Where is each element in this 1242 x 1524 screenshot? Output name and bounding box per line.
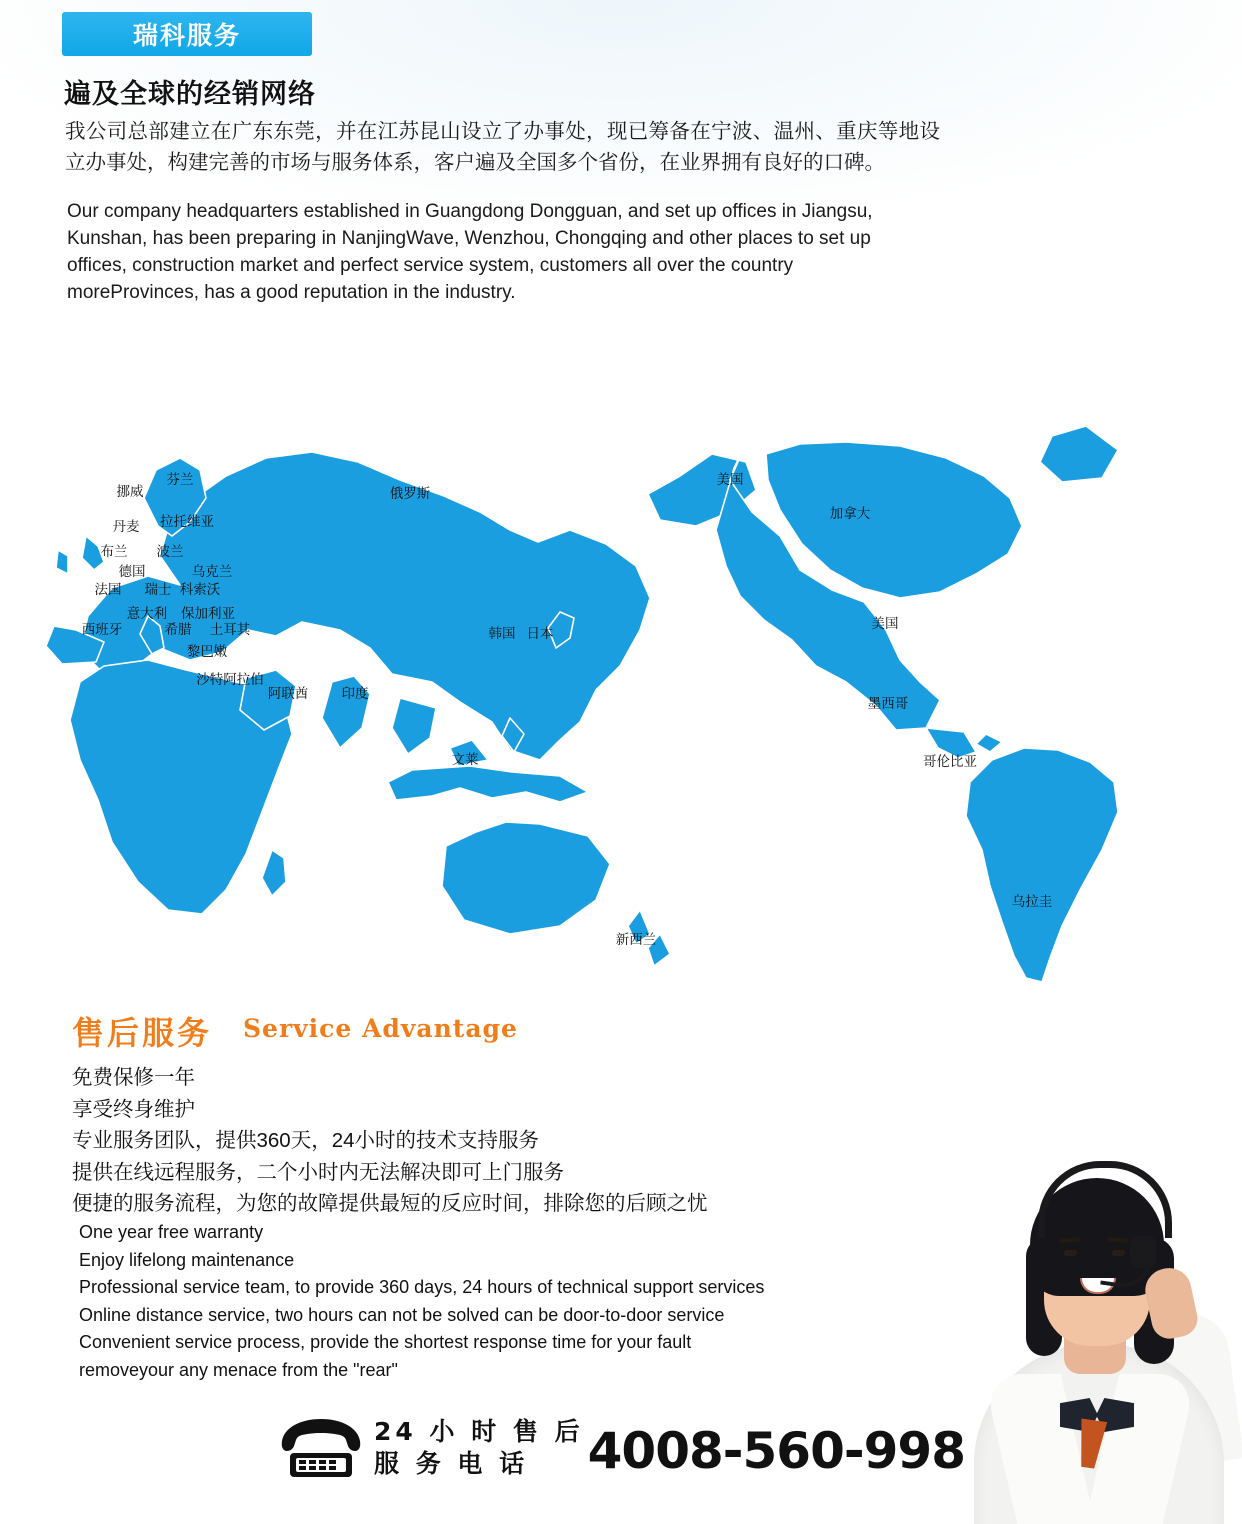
- service-item-cn: 免费保修一年: [72, 1066, 195, 1089]
- agent-eye-left: [1064, 1250, 1077, 1256]
- hotline-text: [374, 1416, 584, 1480]
- service-list-cn: [72, 1062, 972, 1220]
- map-country-label: 印度: [341, 686, 369, 702]
- map-country-label: 法国: [94, 582, 122, 598]
- service-item-en: removeyour any menace from the "rear": [79, 1359, 398, 1380]
- service-item-en: Professional service team, to provide 360 days, 24 hours of technical support services: [79, 1277, 765, 1297]
- map-country-label: 土耳其: [209, 622, 251, 638]
- map-country-label: 日本: [526, 626, 554, 642]
- hotline-block: [278, 1415, 965, 1481]
- map-country-label: 文莱: [451, 752, 479, 768]
- service-title-cn: 售后服务: [72, 1014, 213, 1052]
- map-country-label: 挪威: [116, 484, 144, 500]
- map-country-label: 乌拉圭: [1011, 894, 1053, 910]
- map-country-label: 黎巴嫩: [186, 644, 228, 660]
- map-country-label: 西班牙: [81, 622, 123, 638]
- map-country-label: 乌克兰: [191, 564, 233, 580]
- service-item-cn: 便捷的服务流程，为您的故障提供最短的反应时间，排除您的后顾之忧: [72, 1192, 708, 1215]
- map-country-label: 哥伦比亚: [923, 754, 977, 770]
- service-item-cn: 享受终身维护: [72, 1097, 195, 1121]
- service-item-en: Enjoy lifelong maintenance: [79, 1249, 295, 1270]
- service-item-en: Convenient service process, provide the shortest response time for your fault: [79, 1332, 692, 1352]
- service-item-cn: 专业服务团队，提供360天，24小时的技术支持服务: [72, 1129, 540, 1152]
- map-country-label: 丹麦: [112, 519, 140, 535]
- map-country-label: 芬兰: [166, 472, 194, 488]
- service-item-en: One year free warranty: [79, 1222, 264, 1242]
- service-list-en: [79, 1219, 959, 1384]
- map-country-label: 阿联酋: [267, 686, 309, 702]
- map-country-label: 希腊: [164, 622, 192, 638]
- map-country-label: 加拿大: [829, 506, 871, 522]
- map-country-label: 沙特阿拉伯: [196, 672, 264, 688]
- hotline-line1: 24 小 时 售 后: [374, 1417, 584, 1446]
- map-country-label: 瑞士: [144, 582, 172, 598]
- badge-label: 瑞科服务: [132, 22, 241, 50]
- map-country-label: 韩国: [488, 626, 516, 642]
- telephone-icon: [278, 1415, 364, 1481]
- map-country-label: 拉托维亚: [160, 514, 214, 530]
- map-country-label: 墨西哥: [867, 696, 909, 712]
- hotline-line2: 服 务 电 话: [374, 1449, 529, 1478]
- page-title: 遍及全球的经销网络: [64, 79, 316, 110]
- world-map: [40, 330, 1200, 1010]
- headset-icon: [1038, 1161, 1172, 1238]
- map-country-label: 美国: [716, 472, 744, 488]
- section-badge: [62, 12, 312, 56]
- agent-eye-right: [1112, 1250, 1125, 1256]
- service-item-en: Online distance service, two hours can not be solved can be door-to-door service: [79, 1304, 725, 1325]
- customer-service-agent-photo: [952, 1134, 1242, 1524]
- map-country-label: 意大利: [126, 606, 168, 622]
- map-country-label: 波兰: [156, 544, 184, 560]
- map-country-label: 新西兰: [615, 932, 657, 948]
- network-paragraph-en: Our company headquarters established in Guangdong Dongguan, and set up offices in Jiangsu, Kunshan, has been preparing in NanjingWave, Wenzhou, Chongqing and other places to set up offices, construction market and perfect service system, customers all over the country moreProvinces, has a good reputation in the industry.: [67, 201, 873, 303]
- map-country-label: 保加利亚: [181, 606, 235, 622]
- network-paragraph-cn: 我公司总部建立在广东东莞，并在江苏昆山设立了办事处，现已筹备在宁波、温州、重庆等地设立办事处，构建完善的市场与服务体系，客户遍及全国多个省份，在业界拥有良好的口碑。: [65, 120, 940, 174]
- service-item-cn: 提供在线远程服务，二个小时内无法解决即可上门服务: [72, 1160, 564, 1184]
- map-country-label: 布兰: [100, 544, 128, 560]
- hotline-number: 4008-560-998: [587, 1422, 966, 1480]
- map-country-label: 德国: [118, 564, 146, 580]
- map-country-label: 科索沃: [179, 582, 221, 598]
- map-country-label: 美国: [871, 616, 899, 632]
- map-country-label: 俄罗斯: [389, 486, 431, 502]
- service-title-en: Service Advantage: [243, 1014, 518, 1043]
